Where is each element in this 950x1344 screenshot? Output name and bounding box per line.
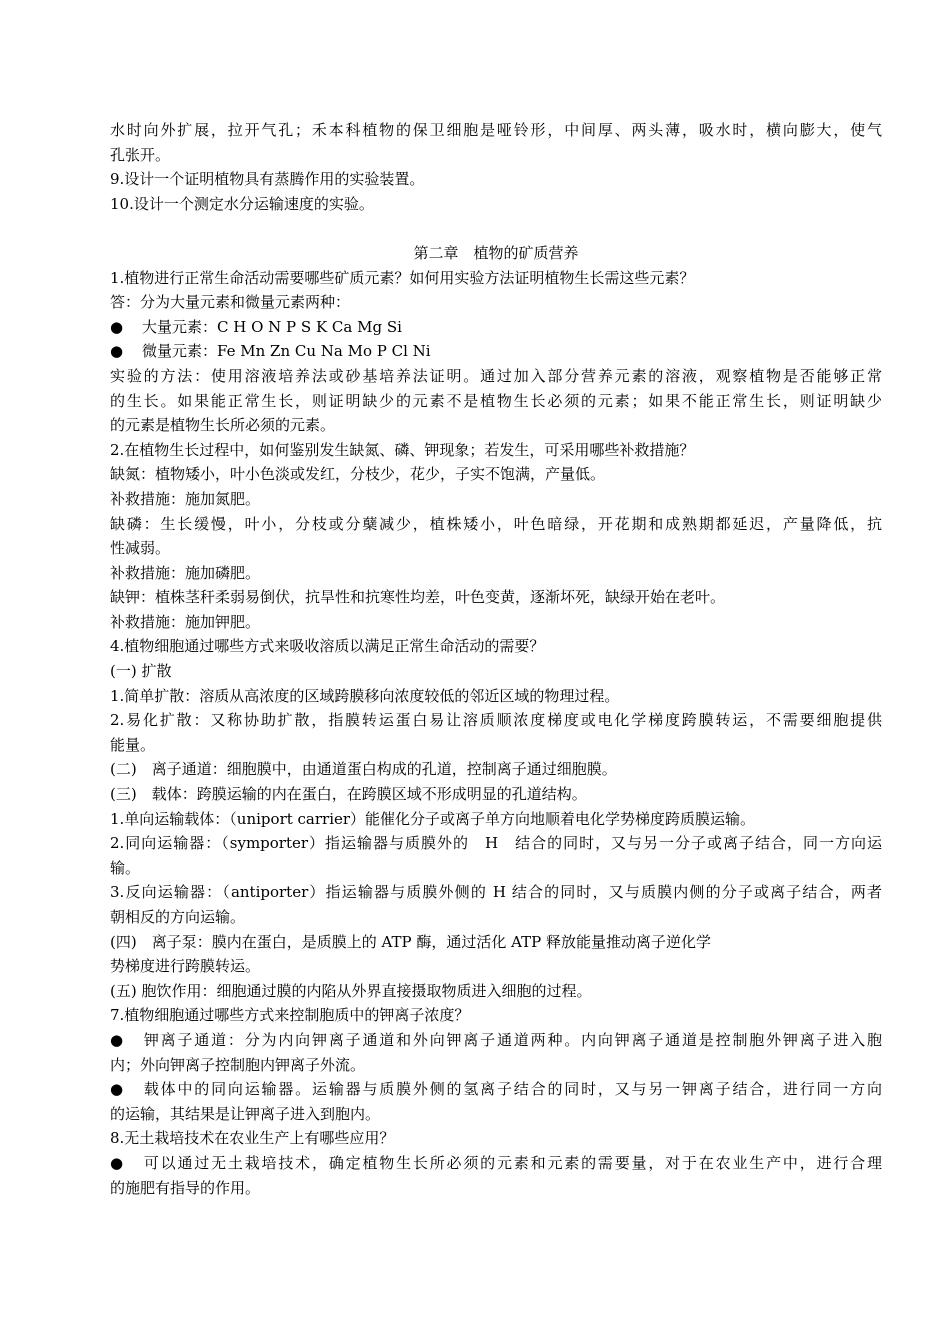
paragraph-line: 的元素是植物生长所必须的元素。 bbox=[110, 416, 336, 435]
document-page bbox=[110, 118, 882, 1200]
antiporter-cont: 朝相反的方向运输。 bbox=[110, 908, 246, 926]
question-4: 4.植物细胞通过哪些方式来吸收溶质以满足正常生命活动的需要？ bbox=[110, 637, 545, 656]
paragraph-line: 水时向外扩展，拉开气孔；禾本科植物的保卫细胞是哑铃形，中间厚、两头薄，吸水时，横向膨大，使气 bbox=[110, 121, 882, 139]
paragraph-line: 孔张开。 bbox=[110, 145, 171, 164]
paragraph-line: 实验的方法：使用溶液培养法或砂基培养法证明。通过加入部分营养元素的溶液，观察植物是否能够正常 bbox=[110, 366, 882, 385]
list-item-macro: ● 大量元素：C H O N P S K Ca Mg Si bbox=[110, 315, 882, 340]
list-item: ● 可以通过无土栽培技术，确定植物生长所必须的元素和元素的需要量，对于在农业生产中，进行合理 bbox=[110, 1151, 882, 1176]
question-1: 1.植物进行正常生命活动需要哪些矿质元素？如何用实验方法证明植物生长需这些元素？ bbox=[110, 268, 695, 287]
facilitated-diffusion: 2.易化扩散：又称协助扩散，指膜转运蛋白易让溶质顺浓度梯度或电化学梯度跨膜转运，不需要细胞提供 bbox=[110, 711, 882, 730]
deficiency-p-cont: 性减弱。 bbox=[110, 539, 171, 558]
simple-diffusion: 1.简单扩散：溶质从高浓度的区域跨膜移向浓度较低的邻近区域的物理过程。 bbox=[110, 686, 620, 705]
symporter: 2.同向运输器：（symporter）指运输器与质膜外的 H 结合的同时，又与另一分子或离子结合，同一方向运 bbox=[110, 834, 882, 853]
bullet-icon: ● bbox=[110, 317, 124, 336]
question-8: 8.无土栽培技术在农业生产上有哪些应用？ bbox=[110, 1129, 395, 1148]
section-carrier: (三) 载体：跨膜运输的内在蛋白，在跨膜区域不形成明显的孔道结构。 bbox=[110, 785, 587, 804]
answer-intro: 答：分为大量元素和微量元素两种： bbox=[110, 293, 351, 312]
paragraph-line: 的生长。如果能正常生长，则证明缺少的元素不是植物生长必须的元素；如果不能正常生长，则证明缺少 bbox=[110, 391, 882, 410]
question-10: 10.设计一个测定水分运输速度的实验。 bbox=[110, 194, 374, 213]
list-item-cont: 内；外向钾离子控制胞内钾离子外流。 bbox=[110, 1055, 366, 1074]
question-7: 7.植物细胞通过哪些方式来控制胞质中的钾离子浓度？ bbox=[110, 1006, 470, 1025]
remedy-n: 补救措施：施加氮肥。 bbox=[110, 489, 261, 508]
list-item-micro: ● 微量元素：Fe Mn Zn Cu Na Mo P Cl Ni bbox=[110, 339, 882, 364]
bullet-icon: ● bbox=[110, 1153, 124, 1172]
list-item-cont: 的运输，其结果是让钾离子进入到胞内。 bbox=[110, 1104, 381, 1123]
section-diffusion: (一) 扩散 bbox=[110, 662, 172, 681]
section-ion-pump-cont: 势梯度进行跨膜转运。 bbox=[110, 957, 261, 976]
remedy-p: 补救措施：施加磷肥。 bbox=[110, 563, 261, 582]
antiporter: 3.反向运输器：（antiporter）指运输器与质膜外侧的 H 结合的同时，又与质膜内侧的分子或离子结合，两者 bbox=[110, 883, 882, 902]
deficiency-n: 缺氮：植物矮小，叶小色淡或发红，分枝少，花少，子实不饱满，产量低。 bbox=[110, 465, 606, 484]
deficiency-k: 缺钾：植株茎秆柔弱易倒伏，抗旱性和抗寒性均差，叶色变黄，逐渐坏死，缺绿开始在老叶。 bbox=[110, 588, 726, 607]
remedy-k: 补救措施：施加钾肥。 bbox=[110, 612, 261, 631]
bullet-icon: ● bbox=[110, 1030, 124, 1049]
bullet-icon: ● bbox=[110, 342, 124, 361]
question-9: 9.设计一个证明植物具有蒸腾作用的实验装置。 bbox=[110, 170, 425, 189]
bullet-icon: ● bbox=[110, 1080, 124, 1099]
uniport: 1.单向运输载体：（uniport carrier）能催化分子或离子单方向地顺着电化学势梯度跨质膜运输。 bbox=[110, 809, 756, 828]
question-2: 2.在植物生长过程中，如何鉴别发生缺氮、磷、钾现象；若发生，可采用哪些补救措施？ bbox=[110, 440, 695, 459]
deficiency-p: 缺磷：生长缓慢，叶小，分枝或分蘖减少，植株矮小，叶色暗绿，开花期和成熟期都延迟，产量降低，抗 bbox=[110, 514, 882, 533]
list-item: ● 钾离子通道：分为内向钾离子通道和外向钾离子通道两种。内向钾离子通道是控制胞外钾离子进入胞 bbox=[110, 1028, 882, 1053]
section-pinocytosis: (五) 胞饮作用：细胞通过膜的内陷从外界直接摄取物质进入细胞的过程。 bbox=[110, 981, 592, 1000]
symporter-cont: 输。 bbox=[110, 858, 141, 877]
section-ion-channel: (二) 离子通道：细胞膜中，由通道蛋白构成的孔道，控制离子通过细胞膜。 bbox=[110, 760, 617, 779]
chapter-title: 第二章 植物的矿质营养 bbox=[413, 243, 579, 262]
spacer bbox=[110, 216, 882, 241]
list-item-cont: 的施肥有指导的作用。 bbox=[110, 1178, 261, 1197]
facilitated-diffusion-cont: 能量。 bbox=[110, 735, 156, 754]
section-ion-pump: (四) 离子泵：膜内在蛋白，是质膜上的 ATP 酶，通过活化 ATP 释放能量推动离子逆化学 bbox=[110, 932, 711, 951]
list-item: ● 载体中的同向运输器。运输器与质膜外侧的氢离子结合的同时，又与另一钾离子结合，进行同一方向 bbox=[110, 1077, 882, 1102]
